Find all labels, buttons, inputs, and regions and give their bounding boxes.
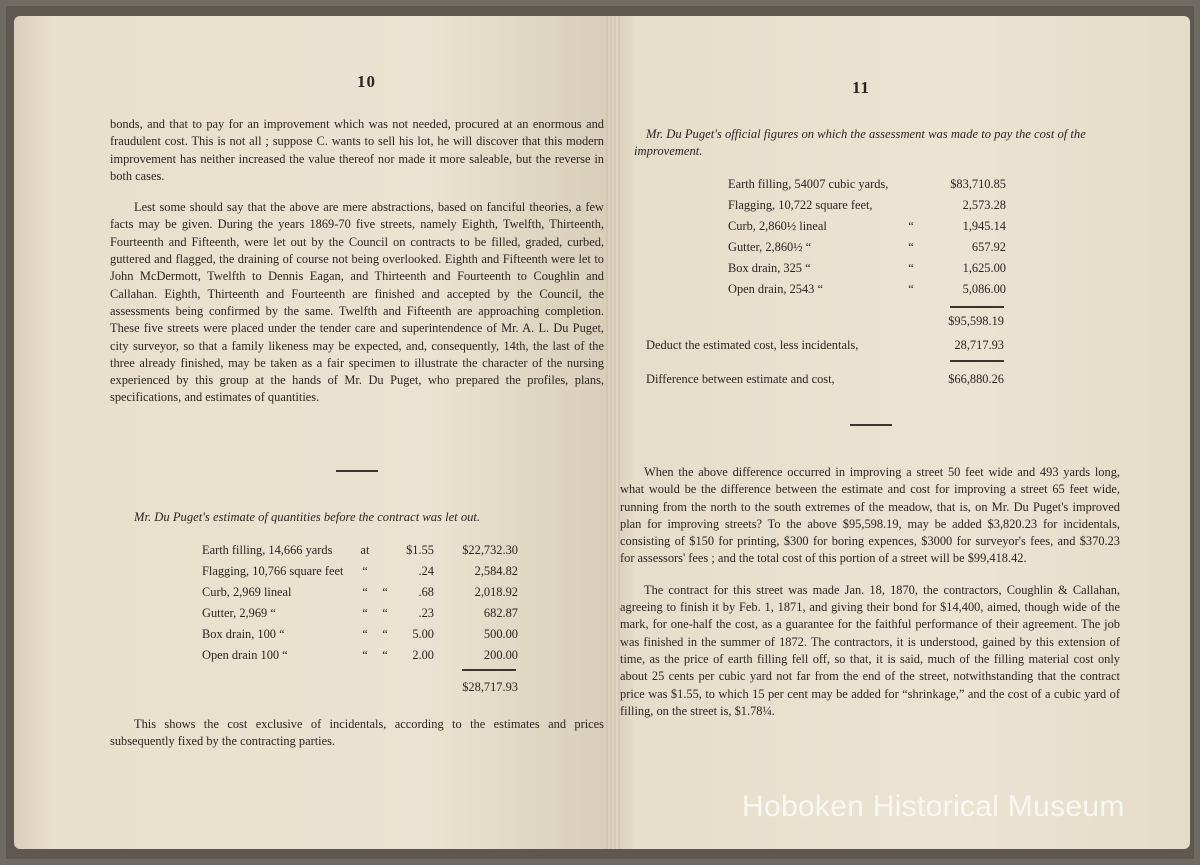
left-paragraph-1: bonds, and that to pay for an improvement which was not needed, procured at an enormous and fraudulent cost. This is not all ; suppose C. wants to sell his lot, he will discover that this modern improvement has neither increased the value thereof nor made it more saleable, but the reverse in both cases. bbox=[110, 117, 604, 183]
section-divider-left bbox=[336, 470, 378, 472]
estimate-ditto-2: “ bbox=[382, 606, 388, 620]
estimate-ditto-1: “ bbox=[362, 606, 368, 620]
estimate-ditto-2: “ bbox=[382, 648, 388, 662]
left-paragraph-2: Lest some should say that the above are mere abstractions, based on fanciful theories, a few facts may be given. During the years 1869-70 five streets, namely Eighth, Twelfth, Thirteenth, Fourteenth and Fifteenth, were let out by the Council on contracts to be filled, graded, curbed, guttered and flagged, the draining of course not being overlooked. Eighth and Fifteenth were let to John McDermott, Twelfth to Dennis Eagan, and Thirteenth and Fourteenth to Coughlin and Callahan. Eighth, Thirteenth and Fourteenth are finished and accepted by the Council, the assessments being confirmed by the same. Twelfth and Fifteenth are approaching completion. These five streets were placed under the tender care and superintendence of Mr. A. L. Du Puget, city surveyor, so that a family likeness may be expected, and, consequently, 14th, the last of the three already finished, may be taken as a fair specimen to illustrate the character of the nursing experienced by this group at the hands of Mr. Du Puget, who prepared the profiles, plans, specifications, and estimates of quantities. bbox=[110, 200, 604, 405]
estimate-amount: $22,732.30 bbox=[462, 543, 518, 557]
difference-rule bbox=[950, 360, 1004, 362]
estimate-row bbox=[202, 561, 518, 582]
estimate-rate: 2.00 bbox=[412, 648, 434, 662]
right-page bbox=[606, 16, 1190, 849]
section-divider-right bbox=[850, 424, 892, 426]
estimate-table bbox=[202, 540, 518, 666]
estimate-item: Flagging, 10,766 square feet bbox=[202, 564, 344, 578]
official-ditto: “ bbox=[908, 261, 914, 275]
estimate-row bbox=[202, 582, 518, 603]
official-amount: 2,573.28 bbox=[962, 198, 1006, 212]
official-amount: 1,625.00 bbox=[962, 261, 1006, 275]
official-amount: $83,710.85 bbox=[950, 177, 1006, 191]
estimate-item: Gutter, 2,969 “ bbox=[202, 606, 276, 620]
estimate-amount: 200.00 bbox=[483, 648, 518, 662]
estimate-rate: 5.00 bbox=[412, 627, 434, 641]
estimate-row bbox=[202, 645, 518, 666]
estimate-ditto-1: “ bbox=[362, 627, 368, 641]
estimate-sum-rule bbox=[462, 669, 516, 671]
official-amount: 657.92 bbox=[971, 240, 1006, 254]
estimate-rate: .24 bbox=[418, 564, 434, 578]
estimate-ditto-1: “ bbox=[362, 564, 368, 578]
official-sum-rule bbox=[950, 306, 1004, 308]
estimate-ditto-2 bbox=[376, 561, 394, 582]
estimate-ditto-2 bbox=[376, 540, 394, 561]
estimate-amount: 2,584.82 bbox=[474, 564, 518, 578]
estimate-amount: 500.00 bbox=[483, 627, 518, 641]
page-number-right: 11 bbox=[852, 78, 871, 97]
official-item: Flagging, 10,722 square feet, bbox=[728, 198, 873, 212]
estimate-ditto-2: “ bbox=[382, 627, 388, 641]
official-row bbox=[728, 237, 1006, 258]
official-ditto: “ bbox=[908, 219, 914, 233]
gutter-shadow bbox=[606, 16, 620, 849]
official-ditto: “ bbox=[908, 282, 914, 296]
left-body-text bbox=[110, 116, 604, 407]
official-item: Box drain, 325 “ bbox=[728, 261, 811, 275]
official-row bbox=[728, 216, 1006, 237]
official-row bbox=[728, 279, 1006, 300]
open-booklet bbox=[6, 6, 1194, 859]
estimate-total: $28,717.93 bbox=[462, 680, 518, 694]
museum-watermark: Hoboken Historical Museum bbox=[742, 790, 1125, 823]
estimate-row bbox=[202, 603, 518, 624]
official-item: Gutter, 2,860½ “ bbox=[728, 240, 812, 254]
estimate-item: Box drain, 100 “ bbox=[202, 627, 285, 641]
official-total: $95,598.19 bbox=[948, 314, 1004, 328]
left-closing-paragraph: This shows the cost exclusive of incidentals, according to the estimates and prices subsequently fixed by the contracting parties. bbox=[110, 717, 604, 749]
official-amount: 5,086.00 bbox=[962, 282, 1006, 296]
official-heading: Mr. Du Puget's official figures on which the assessment was made to pay the cost of the improvement. bbox=[634, 127, 1086, 159]
estimate-ditto-1: at bbox=[360, 543, 370, 557]
right-paragraph-2: The contract for this street was made Jan. 18, 1870, the contractors, Coughlin & Callahan, agreeing to finish it by Feb. 1, 1871, and giving their bond for $14,400, aimed, though wide of the mark, for one-half the cost, as a guarantee for the faithful performance of their agreement. The job was finished in the summer of 1872. The contractors, it is understood, gained by this extension of time, as the price of earth filling fell off, so that, it is said, much of the filling material cost only about 25 cents per cubic yard not far from the end of the street, notwithstanding that the contract price was $1.55, to which 15 per cent may be added for “shrinkage,” and the cost of a cubic yard of filling, on the street is, $1.78¼. bbox=[620, 582, 1120, 718]
page-number-left: 10 bbox=[357, 72, 376, 91]
estimate-ditto-1: “ bbox=[362, 585, 368, 599]
estimate-ditto-1: “ bbox=[362, 648, 368, 662]
estimate-amount: 682.87 bbox=[483, 606, 518, 620]
official-table bbox=[728, 174, 1006, 300]
official-row bbox=[728, 258, 1006, 279]
deduct-value: 28,717.93 bbox=[954, 338, 1004, 352]
official-row bbox=[728, 195, 1006, 216]
official-item: Curb, 2,860½ lineal bbox=[728, 219, 827, 233]
official-ditto bbox=[896, 174, 926, 195]
difference-label: Difference between estimate and cost, bbox=[646, 372, 835, 386]
difference-value: $66,880.26 bbox=[948, 372, 1004, 386]
estimate-item: Open drain 100 “ bbox=[202, 648, 288, 662]
estimate-item: Curb, 2,969 lineal bbox=[202, 585, 292, 599]
deduct-label: Deduct the estimated cost, less incidentals, bbox=[646, 338, 859, 352]
official-ditto: “ bbox=[908, 240, 914, 254]
estimate-rate: .68 bbox=[418, 585, 434, 599]
official-item: Earth filling, 54007 cubic yards, bbox=[728, 177, 889, 191]
official-row bbox=[728, 174, 1006, 195]
official-ditto bbox=[896, 195, 926, 216]
estimate-row bbox=[202, 624, 518, 645]
right-paragraph-1: When the above difference occurred in improving a street 50 feet wide and 493 yards long, what would be the difference between the estimate and cost for improving a street 65 feet wide, running from the north to the south extremes of the meadow, that is, on Mr. Du Puget's improved plan for improving streets? To the above $95,598.19, may be added $3,820.23 for incidentals, consisting of $150 for printing, $300 for boring expences, $3000 for surveyor's fees, and $370.23 for assessors' fees ; and the total cost of this portion of a street will be $99,418.42. bbox=[620, 465, 1120, 566]
left-page bbox=[14, 16, 606, 849]
estimate-rate: $1.55 bbox=[406, 543, 434, 557]
official-item: Open drain, 2543 “ bbox=[728, 282, 823, 296]
left-closing-text bbox=[110, 716, 604, 751]
estimate-amount: 2,018.92 bbox=[474, 585, 518, 599]
estimate-item: Earth filling, 14,666 yards bbox=[202, 543, 333, 557]
right-body-text bbox=[620, 464, 1120, 720]
estimate-heading: Mr. Du Puget's estimate of quantities before the contract was let out. bbox=[134, 510, 481, 524]
estimate-row bbox=[202, 540, 518, 561]
official-amount: 1,945.14 bbox=[962, 219, 1006, 233]
estimate-rate: .23 bbox=[418, 606, 434, 620]
estimate-ditto-2: “ bbox=[382, 585, 388, 599]
